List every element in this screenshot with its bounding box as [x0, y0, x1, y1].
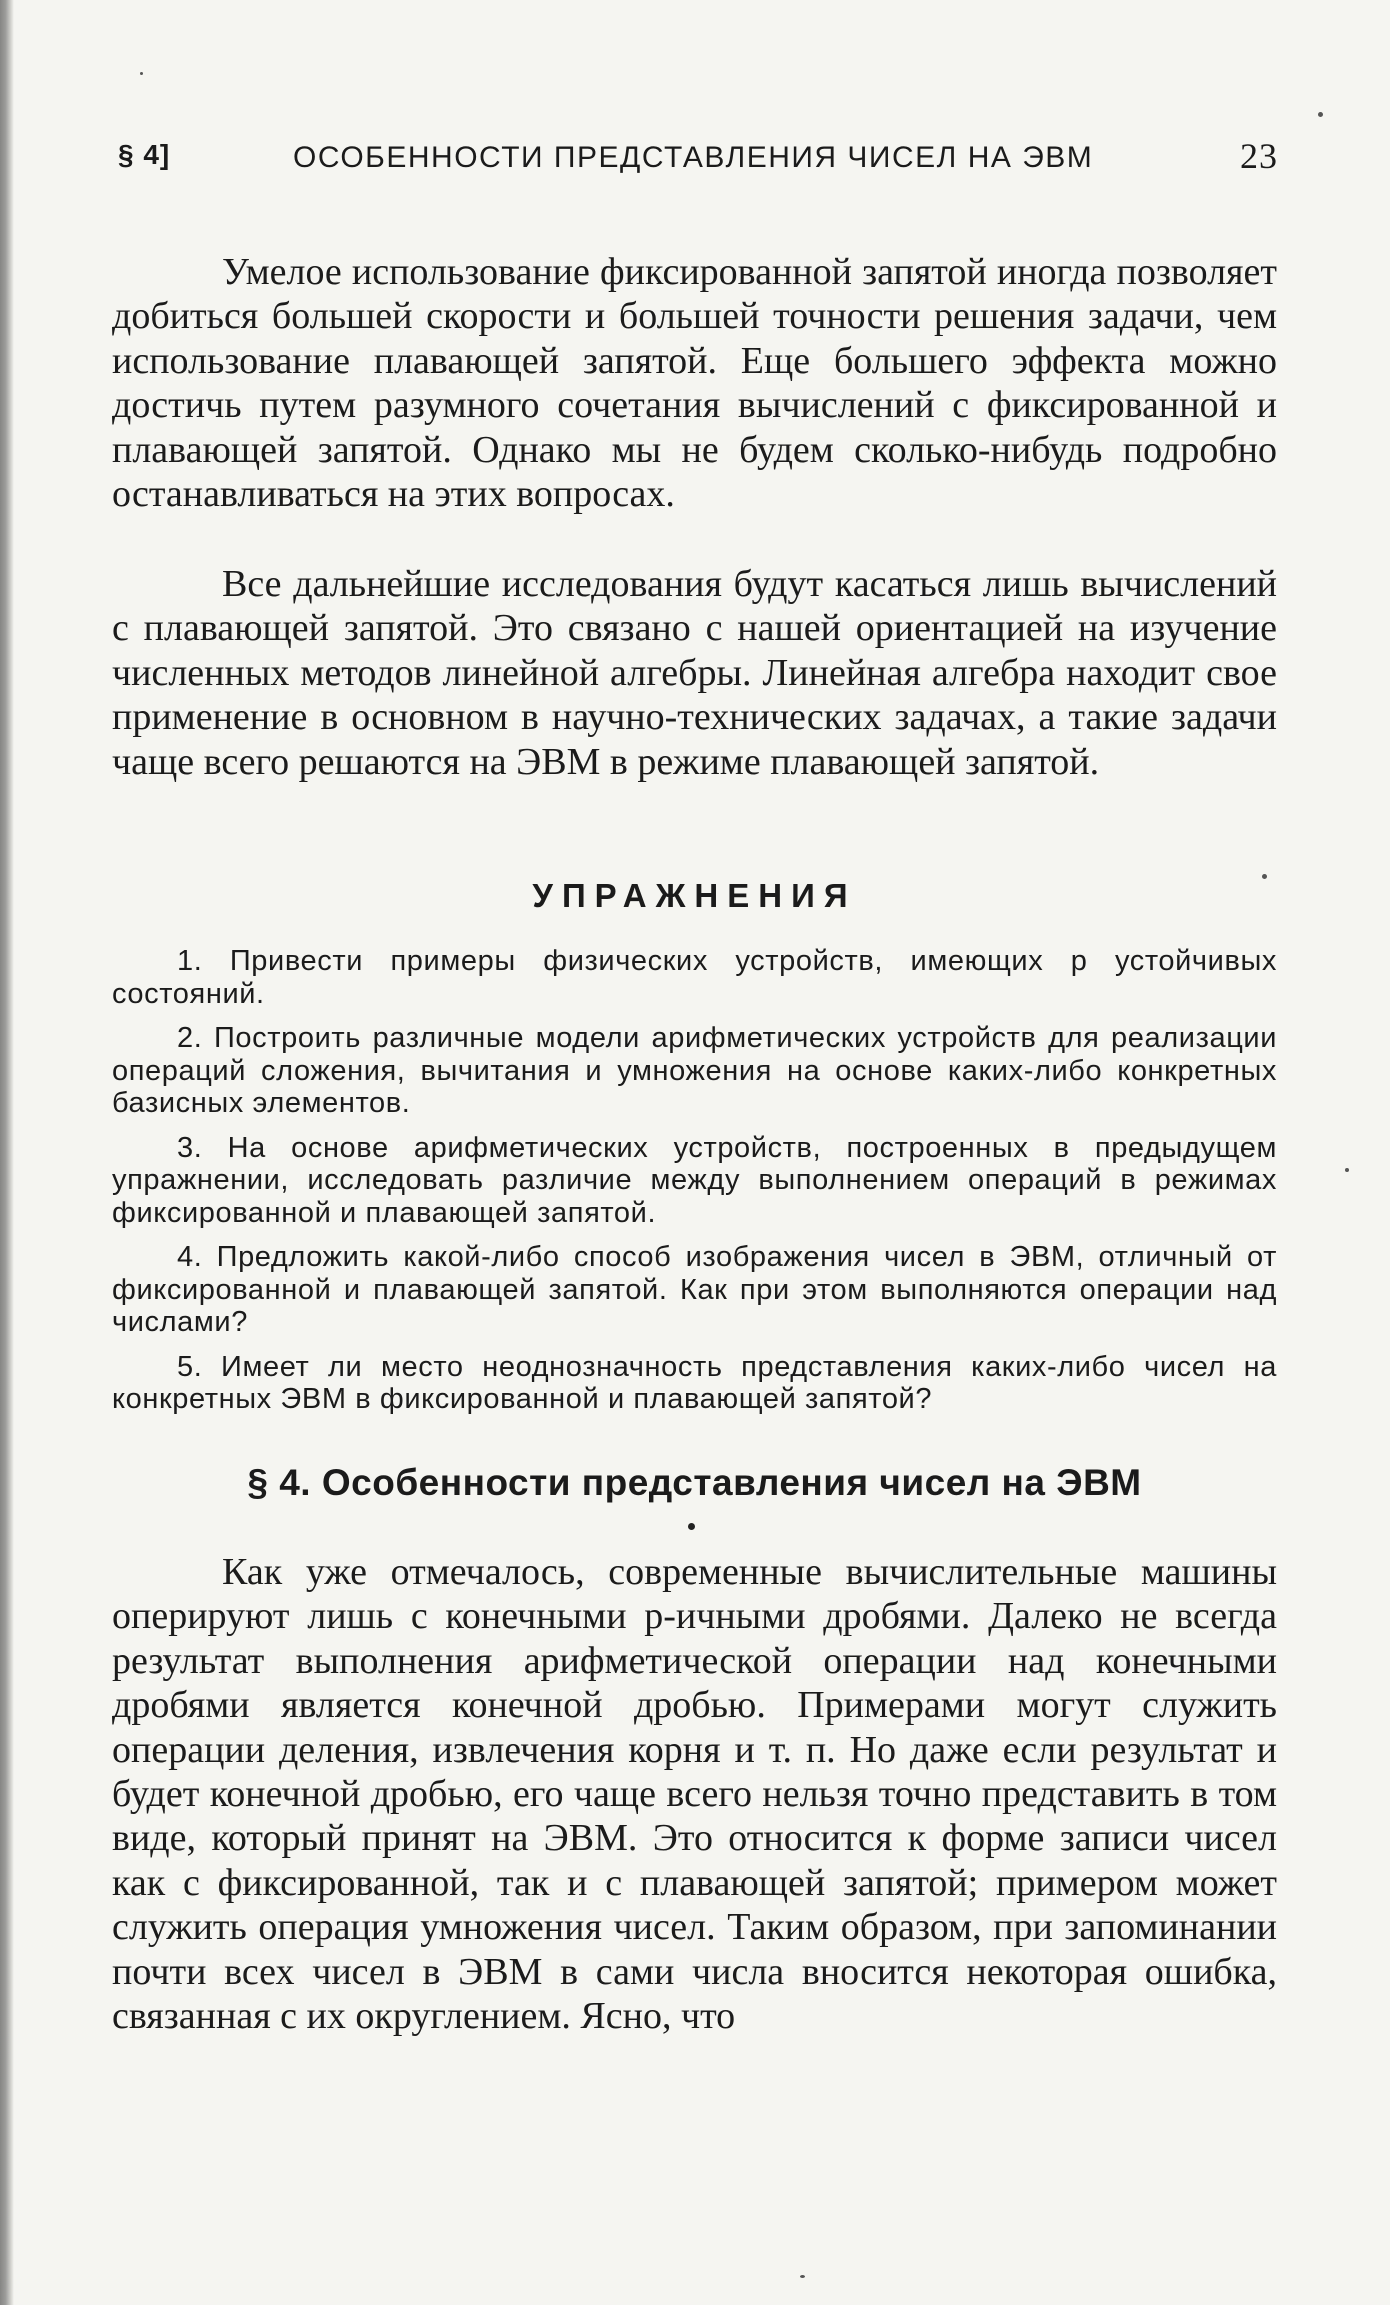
exercise-item: 1. Привести примеры физических устройств, имеющих p устойчивых состояний. — [112, 945, 1277, 1010]
exercises-list — [112, 945, 1277, 1428]
paragraph-floating-point: Все дальнейшие исследования будут касаться лишь вычислений с плавающей запятой. Это связано с нашей ориентацией на изучение численных методов линейной алгебры. Линейная алгебра находит свое применение в основном в научно-технических задачах, а такие задачи чаще всего решаются на ЭВМ в режиме плавающей запятой. — [112, 563, 1277, 783]
exercise-item: 2. Построить различные модели арифметических устройств для реализации операций сложения, вычитания и умножения на основе каких-либо конкретных базисных элементов. — [112, 1022, 1277, 1119]
scan-speck — [1318, 112, 1323, 117]
exercises-heading: УПРАЖНЕНИЯ — [532, 877, 857, 914]
paragraph-section-body: Как уже отмечалось, современные вычислительные машины оперируют лишь с конечными p-ичными дробями. Далеко не всегда результат выполнения арифметической операции над конечными дробями является конечной дробью. Примерами могут служить операции деления, извлечения корня и т. п. Но даже если результат и будет конечной дробью, его чаще всего нельзя точно представить в том виде, который принят на ЭВМ. Это относится к форме записи чисел как с фиксированной, так и с плавающей запятой; примером может служить операция умножения чисел. Таким образом, при запоминании почти всех чисел в ЭВМ в сами числа вносится некоторая ошибка, связанная с их округлением. Ясно, что — [112, 1551, 1277, 2038]
header-title: ОСОБЕННОСТИ ПРЕДСТАВЛЕНИЯ ЧИСЕЛ НА ЭВМ — [293, 141, 1094, 174]
page-binding-edge — [0, 0, 14, 2305]
scan-speck — [1345, 1168, 1349, 1172]
exercise-item: 3. На основе арифметических устройств, построенных в предыдущем упражнении, исследовать различие между выполнением операций в режимах фиксированной и плавающей запятой. — [112, 1131, 1277, 1229]
scan-speck — [800, 2275, 805, 2278]
exercise-item: 4. Предложить какой-либо способ изображения чисел в ЭВМ, отличный от фиксированной и плавающей запятой. Как при этом выполняются операции над числами? — [112, 1241, 1277, 1338]
exercise-item: 5. Имеет ли место неоднозначность представления каких-либо чисел на конкретных ЭВМ в фиксированной и плавающей запятой? — [112, 1350, 1277, 1415]
page-number: 23 — [1240, 136, 1278, 176]
section-heading: § 4. Особенности представления чисел на ЭВМ — [247, 1462, 1142, 1503]
scan-speck — [688, 1523, 695, 1530]
header-section-mark: § 4] — [118, 139, 171, 170]
paragraph-fixed-point: Умелое использование фиксированной запятой иногда позволяет добиться большей скорости и большей точности решения задачи, чем использование плавающей запятой. Еще большего эффекта можно достичь путем разумного сочетания вычислений с фиксированной и плавающей запятой. Однако мы не будем сколько-нибудь подробно останавливаться на этих вопросах. — [112, 251, 1277, 516]
scan-speck — [140, 72, 143, 75]
running-header — [118, 135, 1288, 185]
scan-speck — [1262, 874, 1267, 879]
